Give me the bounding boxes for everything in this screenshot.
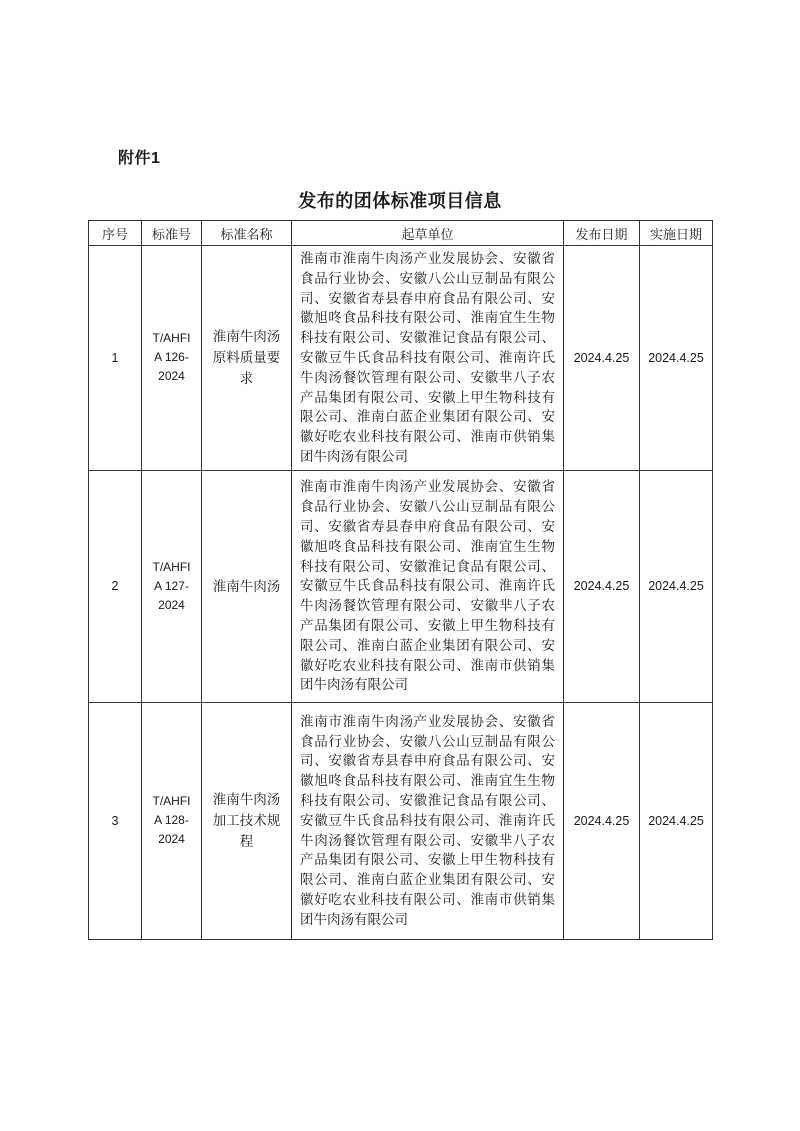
standard-name-cell: 淮南牛肉汤原料质量要求 <box>202 246 292 471</box>
table-row <box>89 702 713 939</box>
table-row <box>89 246 713 471</box>
publish-date-cell: 2024.4.25 <box>564 470 640 702</box>
attachment-label: 附件1 <box>118 150 161 167</box>
table-row <box>89 470 713 702</box>
implement-date-cell: 2024.4.25 <box>640 702 713 939</box>
col-header-implement-date: 实施日期 <box>640 221 713 246</box>
col-header-standard-name: 标准名称 <box>202 221 292 246</box>
drafting-units-cell: 淮南市淮南牛肉汤产业发展协会、安徽省食品行业协会、安徽八公山豆制品有限公司、安徽省寿县春申府食品有限公司、安徽旭咚食品科技有限公司、淮南宜生生物科技有限公司、安徽淮记食品有限公司、安徽豆牛氏食品科技有限公司、淮南许氏牛肉汤餐饮管理有限公司、安徽芈八子农产品集团有限公司、安徽上甲生物科技有限公司、淮南白蓝企业集团有限公司、安徽好吃农业科技有限公司、淮南市供销集团牛肉汤有限公司 <box>292 470 564 702</box>
implement-date-cell: 2024.4.25 <box>640 246 713 471</box>
standards-table <box>88 220 713 940</box>
col-header-standard-no: 标准号 <box>142 221 202 246</box>
col-header-seq: 序号 <box>89 221 142 246</box>
standard-name-cell: 淮南牛肉汤 <box>202 470 292 702</box>
drafting-units-cell: 淮南市淮南牛肉汤产业发展协会、安徽省食品行业协会、安徽八公山豆制品有限公司、安徽省寿县春申府食品有限公司、安徽旭咚食品科技有限公司、淮南宜生生物科技有限公司、安徽淮记食品有限公司、安徽豆牛氏食品科技有限公司、淮南许氏牛肉汤餐饮管理有限公司、安徽芈八子农产品集团有限公司、安徽上甲生物科技有限公司、淮南白蓝企业集团有限公司、安徽好吃农业科技有限公司、淮南市供销集团牛肉汤有限公司 <box>292 246 564 471</box>
page-title: 发布的团体标准项目信息 <box>298 191 502 211</box>
standard-name-cell: 淮南牛肉汤加工技术规程 <box>202 702 292 939</box>
col-header-publish-date: 发布日期 <box>564 221 640 246</box>
standard-no-cell: T/AHFIA 128-2024 <box>142 702 202 939</box>
standard-no-cell: T/AHFIA 126-2024 <box>142 246 202 471</box>
implement-date-cell: 2024.4.25 <box>640 470 713 702</box>
seq-cell: 2 <box>89 470 142 702</box>
table-header-row <box>89 221 713 246</box>
publish-date-cell: 2024.4.25 <box>564 702 640 939</box>
col-header-drafting-units: 起草单位 <box>292 221 564 246</box>
seq-cell: 1 <box>89 246 142 471</box>
publish-date-cell: 2024.4.25 <box>564 246 640 471</box>
standard-no-cell: T/AHFIA 127-2024 <box>142 470 202 702</box>
seq-cell: 3 <box>89 702 142 939</box>
drafting-units-cell: 淮南市淮南牛肉汤产业发展协会、安徽省食品行业协会、安徽八公山豆制品有限公司、安徽省寿县春申府食品有限公司、安徽旭咚食品科技有限公司、淮南宜生生物科技有限公司、安徽淮记食品有限公司、安徽豆牛氏食品科技有限公司、淮南许氏牛肉汤餐饮管理有限公司、安徽芈八子农产品集团有限公司、安徽上甲生物科技有限公司、淮南白蓝企业集团有限公司、安徽好吃农业科技有限公司、淮南市供销集团牛肉汤有限公司 <box>292 702 564 939</box>
